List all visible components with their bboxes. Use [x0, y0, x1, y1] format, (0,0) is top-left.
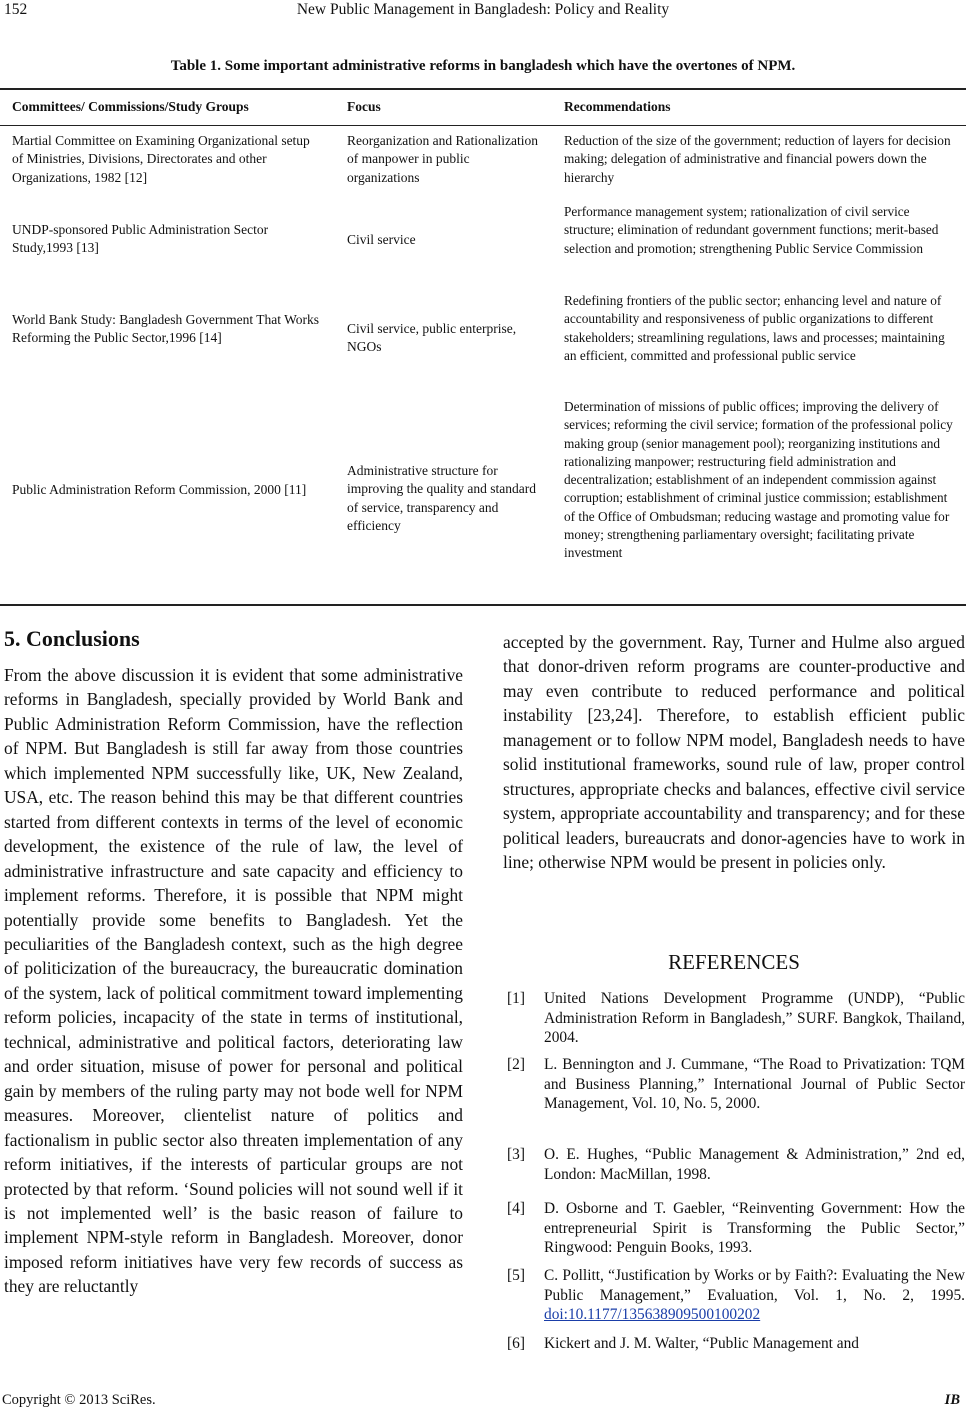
page-number: 152: [4, 1, 28, 18]
table-cell-recommendations: Performance management system; rationalization of civil service structure; elimination of redundant government functions; merit-based selection and promotion; strengthening Public Service Commission: [564, 204, 939, 256]
reference-number: [1]: [507, 990, 525, 1007]
reference-item: [503, 1266, 965, 1325]
table-cell-recommendations: Reduction of the size of the government; reduction of layers for decision making; delegation of administrative and financial powers down the hierarchy: [564, 133, 951, 185]
reference-number: [6]: [507, 1335, 525, 1352]
reference-text: D. Osborne and T. Gaebler, “Reinventing Government: How the entrepreneurial Spirit is Transforming the Public Sector,” Ringwood: Penguin Books, 1993.: [544, 1200, 965, 1257]
doi-link[interactable]: doi:10.1177/135638909500100202: [544, 1306, 761, 1324]
conclusions-paragraph-left: From the above discussion it is evident that some administrative reforms in Bangladesh, specially provided by World Bank and Public Administration Reform Commission, have the reflection of NPM. But Bangladesh is still far away from those countries which implemented NPM successfully like, UK, New Zealand, USA, etc. The reason behind this may be that different countries started from different contexts in terms of the level of economic development, the existence of the rule of law, the level of administrative infrastructure and sate capacity and efficiency to implement reforms. Therefore, it is possible that NPM might potentially provide some benefits to Bangladesh. Yet the peculiarities of the Bangladesh context, such as the high degree of politicization of the bureaucracy, the bureaucratic domination of the system, lack of political commitment toward implementing reform policies, incapacity of the state in terms of institutional, technical, administrative and political factors, deteriorating law and order situation, misuse of power for personal and political gain by members of the ruling party may not bode well for NPM measures. Moreover, clientelist nature of politics and factionalism in public sector also threaten implementation of any reform initiatives, if the interests of particular groups are not protected by that reform. ‘Sound policies will not sound well if it is not implemented well’ is the basic reason of failure to implement NPM-style reform in Bangladesh. Moreover, donor imposed reform initiatives have very few records of success as they are reluctantly: [4, 665, 463, 1297]
reference-item: [503, 1199, 965, 1258]
table-cell-committee: Public Administration Reform Commission, 2000 [11]: [12, 482, 307, 497]
reference-number: [2]: [507, 1056, 525, 1073]
table-cell-committee: Martial Committee on Examining Organizational setup of Ministries, Divisions, Directorates and other Organizations, 1982 [12]: [12, 133, 310, 185]
reference-item: [503, 1055, 965, 1114]
section-heading: 5. Conclusions: [4, 626, 140, 651]
reference-text: O. E. Hughes, “Public Management & Administration,” 2nd ed, London: MacMillan, 1998.: [544, 1146, 965, 1183]
table-cell-focus: Civil service, public enterprise, NGOs: [347, 321, 517, 355]
table-cell-recommendations: Redefining frontiers of the public sector; enhancing level and nature of accountability and responsiveness of public organizations to different stakeholders; streamlining regulations, laws and processes; maintaining an efficient, committed and professional public service: [564, 293, 945, 363]
reference-number: [4]: [507, 1200, 525, 1217]
reference-item: [503, 1334, 965, 1354]
reference-text: L. Bennington and J. Cummane, “The Road to Privatization: TQM and Business Planning,” International Journal of Public Sector Management, Vol. 10, No. 5, 2000.: [544, 1056, 965, 1113]
reference-item: [503, 1145, 965, 1184]
table-caption: Table 1. Some important administrative reforms in bangladesh which have the overtones of NPM.: [170, 58, 796, 74]
table-header-rule: [0, 125, 966, 126]
table-cell-focus: Reorganization and Rationalization of manpower in public organizations: [347, 133, 538, 185]
references-heading: REFERENCES: [668, 950, 800, 974]
table-header-recommendations: Recommendations: [564, 99, 671, 114]
reference-text: United Nations Development Programme (UNDP), “Public Administration Reform in Bangladesh,” SURF. Bangkok, Thailand, 2004.: [544, 990, 965, 1047]
footer-copyright: Copyright © 2013 SciRes.: [2, 1392, 156, 1408]
table-bottom-rule: [0, 604, 966, 606]
running-title: New Public Management in Bangladesh: Policy and Reality: [296, 1, 670, 18]
reference-text-body: C. Pollitt, “Justification by Works or by Faith?: Evaluating the New Public Management,” Evaluation, Vol. 1, No. 2, 1995.: [544, 1267, 965, 1304]
running-header: [4, 1, 962, 21]
reference-item: [503, 989, 965, 1048]
table-cell-focus: Administrative structure for improving the quality and standard of service, transparency and efficiency: [347, 463, 536, 533]
footer-journal: IB: [944, 1392, 960, 1408]
table-cell-committee: UNDP-sponsored Public Administration Sector Study,1993 [13]: [12, 222, 269, 256]
reference-number: [5]: [507, 1267, 525, 1284]
table-cell-committee: World Bank Study: Bangladesh Government That Works Reforming the Public Sector,1996 [14]: [12, 312, 320, 346]
table-header-committees: Committees/ Commissions/Study Groups: [12, 99, 249, 114]
table-cell-focus: Civil service: [347, 232, 416, 247]
table-header-focus: Focus: [347, 99, 381, 114]
reference-text: Kickert and J. M. Walter, “Public Management and: [544, 1335, 859, 1352]
table-top-rule: [0, 88, 966, 90]
table-cell-recommendations: Determination of missions of public offices; improving the delivery of services; reforming the civil service; formation of the professional policy making group (senior management pool); reorganizing institutions and rationalizing manpower; restructuring field administration and decentralization; establishment of an independent commission against corruption; establishment of criminal justice commission; establishment of the Office of Ombudsman; reducing wastage and promoting value for money; strengthening parliamentary oversight; facilitating private investment: [564, 399, 953, 561]
reference-text: [544, 1266, 965, 1325]
conclusions-paragraph-right: accepted by the government. Ray, Turner and Hulme also argued that donor-driven reform programs are counter-productive and may even contribute to reduced performance and political instability [23,24]. Therefore, to establish efficient public management or to follow NPM model, Bangladesh needs to have solid institutional frameworks, sound rule of law, proper control structures, appropriate checks and balances, effective civil service system, appropriate accountability and transparency; and for these political leaders, bureaucrats and donor-agencies have to work in line; otherwise NPM would be present in policies only.: [503, 632, 965, 873]
reference-number: [3]: [507, 1146, 525, 1163]
